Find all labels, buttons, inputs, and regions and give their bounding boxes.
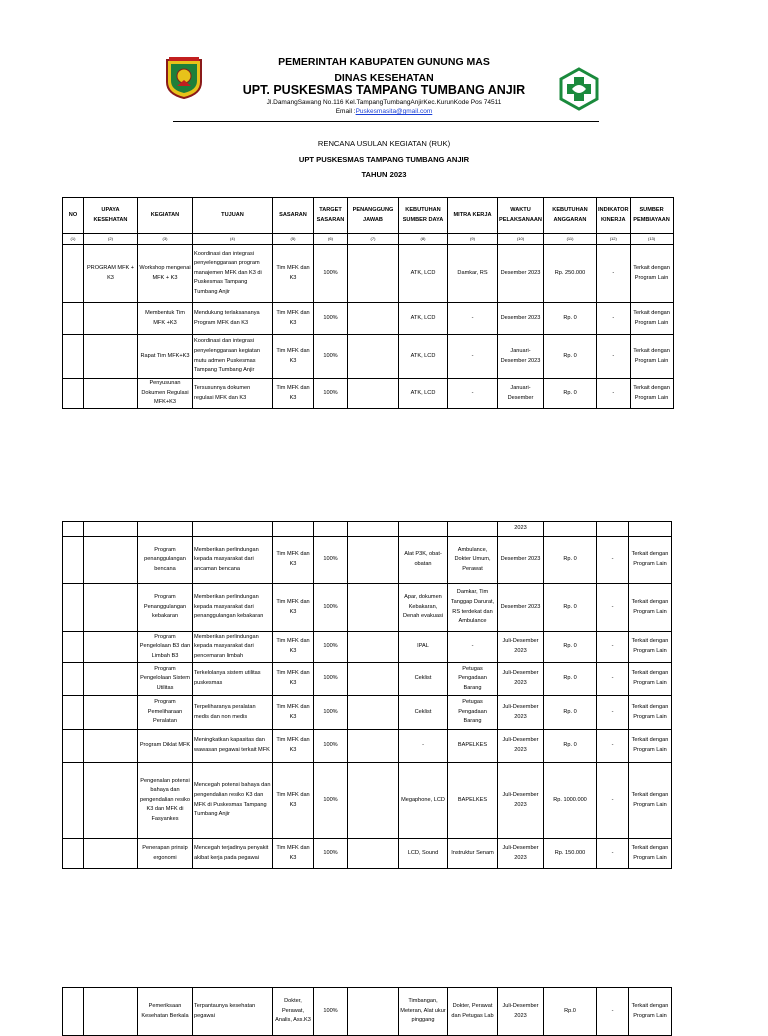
doc-title: RENCANA USULAN KEGIATAN (RUK) xyxy=(317,139,451,148)
cell-no xyxy=(63,839,84,869)
col-code: (12) xyxy=(597,234,631,245)
table-row xyxy=(63,696,672,730)
cell-no xyxy=(63,379,84,409)
cell-kegiatan: Program Pengelolaan B3 dan Limbah B3 xyxy=(138,632,193,663)
cell-mitra: BAPELKES xyxy=(448,730,498,763)
header-government: PEMERINTAH KABUPATEN GUNUNG MAS xyxy=(278,56,490,68)
cell-tujuan: Memberikan perlindungan kepada masyarakat dari pencemaran limbah xyxy=(193,632,273,663)
cell-kegiatan: Program penanggulangan bencana xyxy=(138,537,193,584)
cell-sasaran: Tim MFK dan K3 xyxy=(273,584,314,632)
header-department: DINAS KESEHATAN xyxy=(334,72,434,84)
cell-waktu: Januari-Desember xyxy=(498,379,544,409)
cell-pj xyxy=(348,632,399,663)
cell-pembiayaan: Terkait dengan Program Lain xyxy=(629,839,672,869)
cell-pj xyxy=(348,537,399,584)
cell-no xyxy=(63,988,84,1036)
cell-waktu: Juli-Desember 2023 xyxy=(498,763,544,839)
cell-sasaran: Tim MFK dan K3 xyxy=(273,245,314,303)
cell-pembiayaan: Terkait dengan Program Lain xyxy=(630,303,673,335)
cell-waktu: Juli-Desember 2023 xyxy=(498,696,544,730)
col-code: (6) xyxy=(314,234,348,245)
cell-upaya xyxy=(84,303,138,335)
header-address: Jl.DamangSawang No.116 Kel.TampangTumbangAnjirKec.KurunKode Pos 74511 xyxy=(266,99,502,106)
col-header: SASARAN xyxy=(273,198,314,234)
cell-tujuan: Koordinasi dan integrasi penyelenggaraan program manajemen MFK dan K3 di Puskesmas Tampang Tumbang Anjir xyxy=(193,245,273,303)
cell-mitra: Instruktur Senam xyxy=(448,839,498,869)
cell-sasaran: Tim MFK dan K3 xyxy=(273,839,314,869)
cell-mitra: Damkar, Tim Tanggap Darurat, RS terdekat dan Ambulance xyxy=(448,584,498,632)
column-code-row xyxy=(63,234,674,245)
cell-target: 100% xyxy=(314,730,348,763)
cell-pj xyxy=(348,730,399,763)
col-code: (7) xyxy=(348,234,399,245)
cell-upaya xyxy=(84,632,138,663)
ruk-table-page3 xyxy=(62,987,672,1036)
table-row xyxy=(63,303,674,335)
cell-pembiayaan: Terkait dengan Program Lain xyxy=(630,245,673,303)
cell-mitra: - xyxy=(448,335,498,379)
cell-sumber-daya: LCD, Sound xyxy=(399,839,448,869)
header-row xyxy=(63,198,674,234)
cell-sasaran: Tim MFK dan K3 xyxy=(273,663,314,696)
email-label: Email : xyxy=(335,108,356,115)
cell-pembiayaan: Terkait dengan Program Lain xyxy=(629,988,672,1036)
col-header: KEBUTUHAN SUMBER DAYA xyxy=(399,198,448,234)
cell-sumber-daya: ATK, LCD xyxy=(399,245,448,303)
cell-no xyxy=(63,335,84,379)
cell-mitra: - xyxy=(448,379,498,409)
col-code: (8) xyxy=(399,234,448,245)
cell-waktu: Desember 2023 xyxy=(498,245,544,303)
cell-pembiayaan: Terkait dengan Program Lain xyxy=(630,379,673,409)
cell-tujuan: Terpeliharanya peralatan medis dan non medis xyxy=(193,696,273,730)
cell-upaya xyxy=(84,988,138,1036)
cell-waktu: Juli-Desember 2023 xyxy=(498,988,544,1036)
header-unit: UPT. PUSKESMAS TAMPANG TUMBANG ANJIR xyxy=(242,83,526,97)
cell-indikator: - xyxy=(597,696,629,730)
table-row xyxy=(63,988,672,1036)
cell-pj xyxy=(348,379,399,409)
cell-tujuan: Memberikan perlindungan kepada masyarakat dari penanggulangan kebakaran xyxy=(193,584,273,632)
cell-anggaran: Rp. 0 xyxy=(544,730,597,763)
cell-sasaran: Tim MFK dan K3 xyxy=(273,696,314,730)
cell-anggaran: Rp. 0 xyxy=(544,537,597,584)
cell-waktu: Juli-Desember 2023 xyxy=(498,730,544,763)
cell-target: 100% xyxy=(314,245,348,303)
page3-body xyxy=(63,988,672,1036)
table-row xyxy=(63,663,672,696)
cell-waktu: Desember 2023 xyxy=(498,584,544,632)
cell-kegiatan: Rapat Tim MFK+K3 xyxy=(138,335,193,379)
cell-pj xyxy=(348,245,399,303)
cell-sumber-daya: ATK, LCD xyxy=(399,335,448,379)
cell-pj xyxy=(348,663,399,696)
cell-kegiatan: Pemeriksaan Kesehatan Berkala xyxy=(138,988,193,1036)
cell-pembiayaan: Terkait dengan Program Lain xyxy=(629,584,672,632)
cell-kegiatan: Program Pemeliharaan Peralatan xyxy=(138,696,193,730)
cell-sasaran: Tim MFK dan K3 xyxy=(273,303,314,335)
col-header: MITRA KERJA xyxy=(448,198,498,234)
cell-indikator: - xyxy=(597,584,629,632)
cell-sumber-daya: Alat P3K, obat-obatan xyxy=(399,537,448,584)
cell-kegiatan: Program Diklat MFK xyxy=(138,730,193,763)
cell-anggaran: Rp. 0 xyxy=(544,632,597,663)
cell-target: 100% xyxy=(314,763,348,839)
table-row xyxy=(63,537,672,584)
cell-target: 100% xyxy=(314,696,348,730)
cell-pj xyxy=(348,988,399,1036)
col-code: (11) xyxy=(544,234,597,245)
cell-sasaran: Tim MFK dan K3 xyxy=(273,730,314,763)
doc-year: TAHUN 2023 xyxy=(361,170,407,179)
col-header: KEBUTUHAN ANGGARAN xyxy=(544,198,597,234)
cell-pj xyxy=(348,335,399,379)
cell-pembiayaan: Terkait dengan Program Lain xyxy=(629,632,672,663)
cell-target: 100% xyxy=(314,663,348,696)
cell-sasaran: Tim MFK dan K3 xyxy=(273,763,314,839)
cell-upaya xyxy=(84,584,138,632)
cell-anggaran: Rp. 250.000 xyxy=(544,245,597,303)
cell-no xyxy=(63,663,84,696)
cell-tujuan: Koordinasi dan integrasi penyelenggaraan kegiatan mutu admen Puskesmas Tampang Tumbang Anjir xyxy=(193,335,273,379)
cell-sumber-daya: Megaphone, LCD xyxy=(399,763,448,839)
cell-upaya xyxy=(84,663,138,696)
col-header: TUJUAN xyxy=(193,198,273,234)
cell-anggaran: Rp. 0 xyxy=(544,379,597,409)
cell-target: 100% xyxy=(314,335,348,379)
cell-no xyxy=(63,632,84,663)
table-row xyxy=(63,763,672,839)
cell-pembiayaan: Terkait dengan Program Lain xyxy=(630,335,673,379)
cell-kegiatan: Penerapan prinsip ergonomi xyxy=(138,839,193,869)
cell-upaya xyxy=(84,696,138,730)
cell-mitra: Petugas Pengadaan Barang xyxy=(448,696,498,730)
col-code: (4) xyxy=(193,234,273,245)
email-link[interactable]: Puskesmasita@gmail.com xyxy=(355,108,433,115)
cell-no xyxy=(63,303,84,335)
cell-anggaran: Rp. 0 xyxy=(544,696,597,730)
cell-kegiatan: Membentuk Tim MFK +K3 xyxy=(138,303,193,335)
cell-pembiayaan: Terkait dengan Program Lain xyxy=(629,696,672,730)
page2-body xyxy=(63,537,672,869)
cell-no xyxy=(63,696,84,730)
cell-sasaran: Tim MFK dan K3 xyxy=(273,537,314,584)
cell-no xyxy=(63,730,84,763)
cell-upaya: PROGRAM MFK + K3 xyxy=(84,245,138,303)
cell-upaya xyxy=(84,335,138,379)
col-code: (9) xyxy=(448,234,498,245)
cell-sasaran: Tim MFK dan K3 xyxy=(273,632,314,663)
col-code: (2) xyxy=(84,234,138,245)
cell-target: 100% xyxy=(314,537,348,584)
cell-target: 100% xyxy=(314,988,348,1036)
col-header: UPAYA KESEHATAN xyxy=(84,198,138,234)
cell-sumber-daya: - xyxy=(399,730,448,763)
puskesmas-logo xyxy=(558,67,600,111)
header-email-line xyxy=(0,108,768,115)
cell-pembiayaan: Terkait dengan Program Lain xyxy=(629,730,672,763)
table-row xyxy=(63,584,672,632)
col-code: (13) xyxy=(630,234,673,245)
cell-sumber-daya: Apar, dokumen Kebakaran, Denah evakuasi xyxy=(399,584,448,632)
col-code: (1) xyxy=(63,234,84,245)
cell-indikator: - xyxy=(597,335,631,379)
cell-pembiayaan: Terkait dengan Program Lain xyxy=(629,763,672,839)
col-code: (3) xyxy=(138,234,193,245)
cell-kegiatan: Program Pengelolaan Sistem Utilitas xyxy=(138,663,193,696)
table-row xyxy=(63,839,672,869)
cell-anggaran: Rp. 0 xyxy=(544,663,597,696)
col-header: WAKTU PELAKSANAAN xyxy=(498,198,544,234)
table-row xyxy=(63,335,674,379)
cell-tujuan: Mencegah terjadinya penyakit akibat kerja pada pegawai xyxy=(193,839,273,869)
cell-kegiatan: Pengenalan potensi bahaya dan pengendalian resiko K3 dan MFK di Fasyankes xyxy=(138,763,193,839)
cell-sumber-daya: Ceklist xyxy=(399,663,448,696)
cell-indikator: - xyxy=(597,663,629,696)
col-header: NO xyxy=(63,198,84,234)
cell-waktu: 2023 xyxy=(498,522,544,537)
cell-indikator: - xyxy=(597,763,629,839)
cell-anggaran: Rp. 150.000 xyxy=(544,839,597,869)
page1-body xyxy=(63,245,674,409)
cell-tujuan: Terkelolanya sistem utilitas puskesmas xyxy=(193,663,273,696)
col-header: PENANGGUNG JAWAB xyxy=(348,198,399,234)
cell-pj xyxy=(348,696,399,730)
cell-sumber-daya: IPAL xyxy=(399,632,448,663)
cell-upaya xyxy=(84,379,138,409)
cell-waktu: Desember 2023 xyxy=(498,537,544,584)
cell-no xyxy=(63,245,84,303)
cell-sasaran: Tim MFK dan K3 xyxy=(273,335,314,379)
cell-anggaran: Rp. 1000.000 xyxy=(544,763,597,839)
cell-no xyxy=(63,584,84,632)
cell-anggaran: Rp. 0 xyxy=(544,303,597,335)
cell-target: 100% xyxy=(314,839,348,869)
table-row xyxy=(63,245,674,303)
cell-sumber-daya: Ceklist xyxy=(399,696,448,730)
cell-waktu: Juli-Desember 2023 xyxy=(498,839,544,869)
cell-indikator: - xyxy=(597,245,631,303)
cell-no xyxy=(63,763,84,839)
cell-pembiayaan: Terkait dengan Program Lain xyxy=(629,537,672,584)
cell-kegiatan: Program Penanggulangan kebakaran xyxy=(138,584,193,632)
cell-tujuan: Terpantaunya kesehatan pegawai xyxy=(193,988,273,1036)
col-header: INDIKATOR KINERJA xyxy=(597,198,631,234)
cell-sumber-daya: ATK, LCD xyxy=(399,379,448,409)
cell-tujuan: Tersusunnya dokumen regulasi MFK dan K3 xyxy=(193,379,273,409)
cell-pj xyxy=(348,763,399,839)
col-header: TARGET SASARAN xyxy=(314,198,348,234)
ruk-table-page2 xyxy=(62,521,672,869)
cell-mitra: - xyxy=(448,303,498,335)
cell-tujuan: Meningkatkan kapasitas dan wawasan pegawai terkait MFK xyxy=(193,730,273,763)
cell-tujuan: Mendukung terlaksananya Program MFK dan K3 xyxy=(193,303,273,335)
cell-upaya xyxy=(84,537,138,584)
cell-indikator: - xyxy=(597,730,629,763)
cell-upaya xyxy=(84,839,138,869)
col-header: SUMBER PEMBIAYAAN xyxy=(630,198,673,234)
cell-pembiayaan: Terkait dengan Program Lain xyxy=(629,663,672,696)
cell-target: 100% xyxy=(314,632,348,663)
cell-indikator: - xyxy=(597,988,629,1036)
doc-subtitle: UPT PUSKESMAS TAMPANG TUMBANG ANJIR xyxy=(298,155,470,164)
cell-mitra: Ambulance, Dokter Umum, Perawat xyxy=(448,537,498,584)
cell-target: 100% xyxy=(314,303,348,335)
cell-no xyxy=(63,537,84,584)
cell-waktu: Desember 2023 xyxy=(498,303,544,335)
cell-mitra: Dokter, Perawat dan Petugas Lab xyxy=(448,988,498,1036)
cell-tujuan: Memberikan perlindungan kepada masyarakat dari ancaman bencana xyxy=(193,537,273,584)
cell-sumber-daya: ATK, LCD xyxy=(399,303,448,335)
col-header: KEGIATAN xyxy=(138,198,193,234)
cell-sumber-daya: Timbangan, Meteran, Alat ukur pinggang xyxy=(399,988,448,1036)
cell-indikator: - xyxy=(597,537,629,584)
cell-pj xyxy=(348,303,399,335)
cell-target: 100% xyxy=(314,584,348,632)
cell-upaya xyxy=(84,730,138,763)
cell-sasaran: Dokter, Perawat, Analis, Ass.K3 xyxy=(273,988,314,1036)
cell-waktu: Januari-Desember 2023 xyxy=(498,335,544,379)
cell-kegiatan: Workshop mengenai MFK + K3 xyxy=(138,245,193,303)
cell-mitra: BAPELKES xyxy=(448,763,498,839)
cell-waktu: Juli-Desember 2023 xyxy=(498,663,544,696)
cell-target: 100% xyxy=(314,379,348,409)
cell-anggaran: Rp. 0 xyxy=(544,335,597,379)
cell-anggaran: Rp.0 xyxy=(544,988,597,1036)
cell-pj xyxy=(348,839,399,869)
continuation-row xyxy=(63,522,672,537)
cell-upaya xyxy=(84,763,138,839)
cell-sasaran: Tim MFK dan K3 xyxy=(273,379,314,409)
cell-mitra: Damkar, RS xyxy=(448,245,498,303)
letterhead-divider xyxy=(173,121,599,122)
cell-indikator: - xyxy=(597,303,631,335)
cell-waktu: Juli-Desember 2023 xyxy=(498,632,544,663)
col-code: (10) xyxy=(498,234,544,245)
cell-indikator: - xyxy=(597,839,629,869)
cell-anggaran: Rp. 0 xyxy=(544,584,597,632)
cell-indikator: - xyxy=(597,632,629,663)
table-row xyxy=(63,730,672,763)
table-row xyxy=(63,632,672,663)
cell-kegiatan: Penyusunan Dokumen Regulasi MFK+K3 xyxy=(138,379,193,409)
cell-mitra: Petugas Pengadaan Barang xyxy=(448,663,498,696)
cell-mitra: - xyxy=(448,632,498,663)
col-code: (5) xyxy=(273,234,314,245)
cell-tujuan: Mencegah potensi bahaya dan pengendalian resiko K3 dan MFK di Puskesmas Tampang Tumbang Anjir xyxy=(193,763,273,839)
ruk-table-page1 xyxy=(62,197,674,409)
cell-pj xyxy=(348,584,399,632)
cell-indikator: - xyxy=(597,379,631,409)
table-row xyxy=(63,379,674,409)
